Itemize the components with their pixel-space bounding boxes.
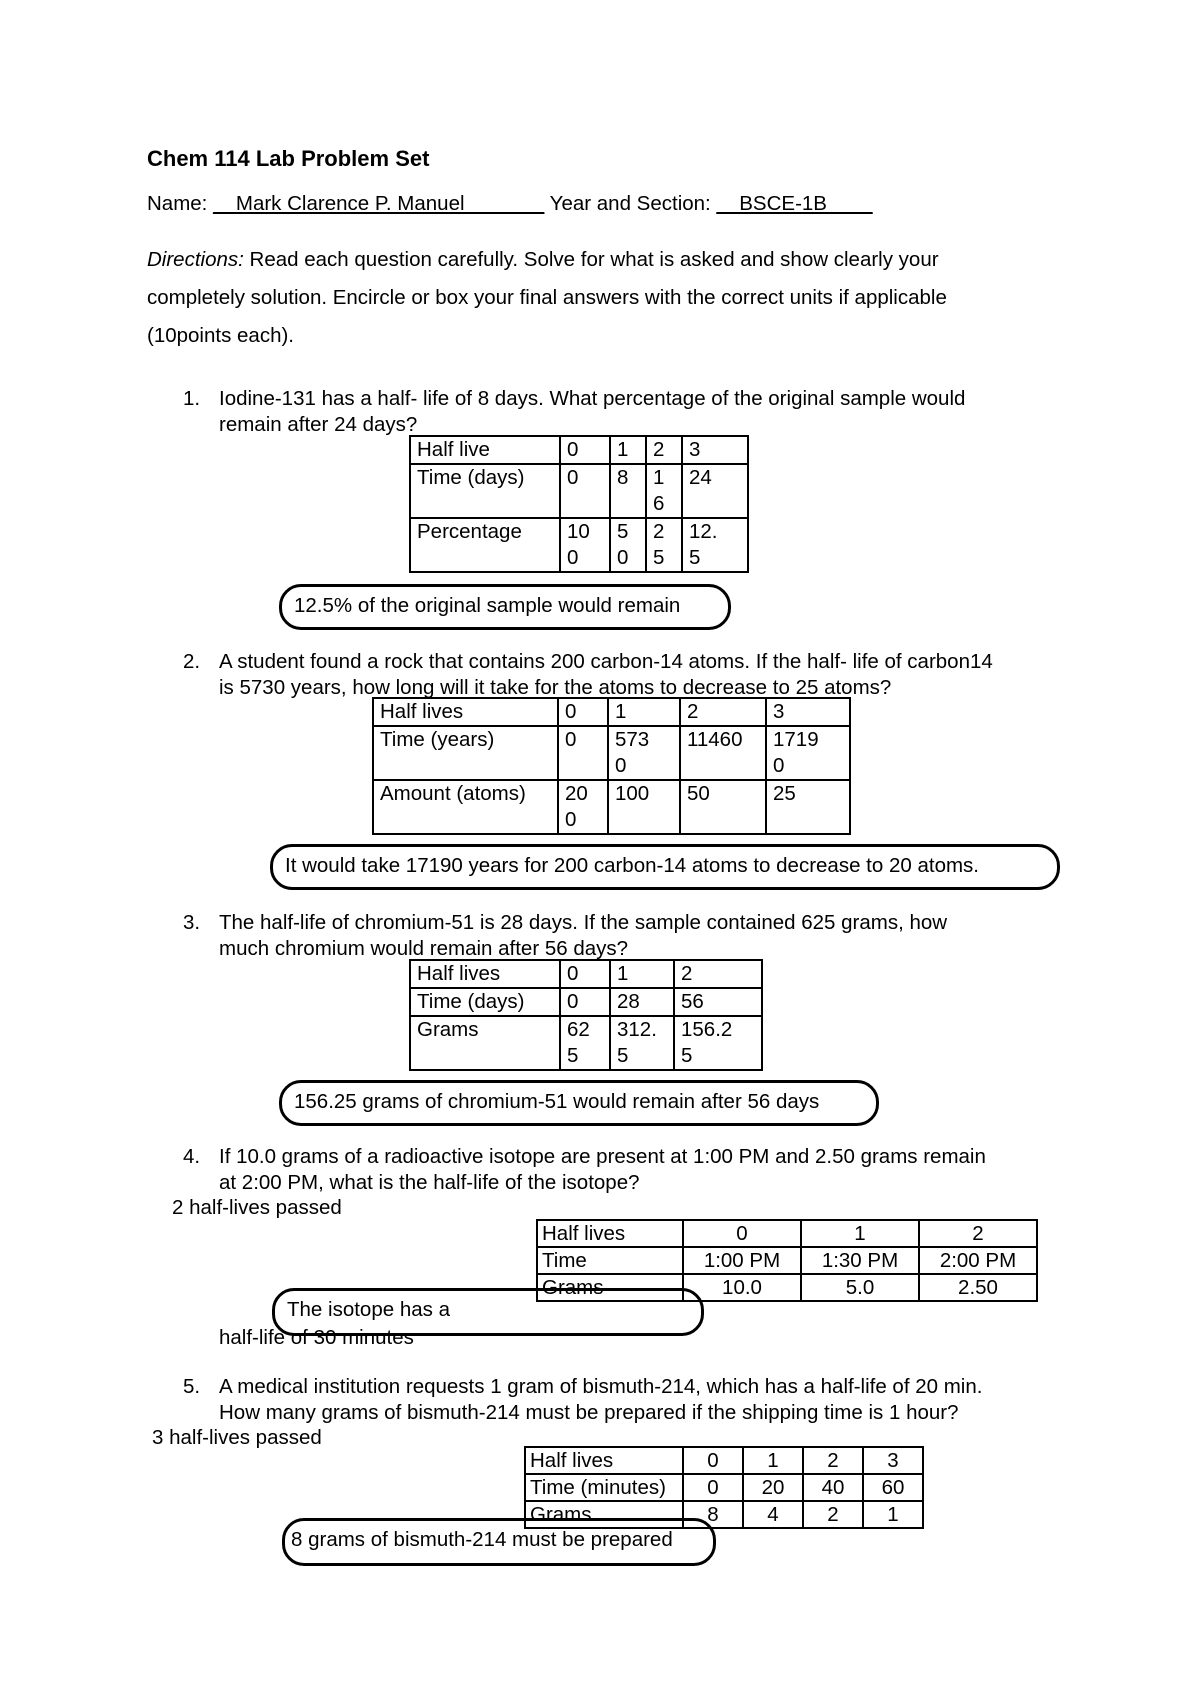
table-cell: 2	[680, 698, 766, 726]
table-cell: 4	[743, 1501, 803, 1528]
table-row	[410, 988, 762, 1016]
question-text-line-2: is 5730 years, how long will it take for the atoms to decrease to 25 atoms?	[219, 676, 892, 699]
half-life-table-2	[372, 697, 851, 835]
table-cell: 0	[558, 726, 608, 780]
table-cell: Half lives	[373, 698, 558, 726]
table-cell: 1 6	[646, 464, 682, 518]
table-cell: 11460	[680, 726, 766, 780]
section-label: Year and Section:	[544, 192, 717, 215]
table-cell: 0	[683, 1474, 743, 1501]
directions-line-1: Directions: Read each question carefully. Solve for what is asked and show clearly your	[147, 248, 939, 271]
question-text-line-1: If 10.0 grams of a radioactive isotope are present at 1:00 PM and 2.50 grams remain	[219, 1145, 986, 1168]
table-row	[410, 960, 762, 988]
table-cell: 1:00 PM	[683, 1247, 801, 1274]
question-text-line-1: A medical institution requests 1 gram of bismuth-214, which has a half-life of 20 min.	[219, 1375, 983, 1398]
table-row	[410, 464, 748, 518]
question-number: 4.	[183, 1145, 201, 1168]
table-cell: 3	[682, 436, 748, 464]
table-cell: 1	[743, 1447, 803, 1474]
question-text-line-2: much chromium would remain after 56 days?	[219, 937, 629, 960]
half-life-table-5	[524, 1446, 924, 1529]
table-cell: 312. 5	[610, 1016, 674, 1070]
table-row	[537, 1220, 1037, 1247]
page-title: Chem 114 Lab Problem Set	[147, 146, 430, 171]
table-cell: 8	[610, 464, 646, 518]
table-row	[373, 726, 850, 780]
table-cell: 0	[560, 464, 610, 518]
table-cell: Half lives	[525, 1447, 683, 1474]
table-cell: 62 5	[560, 1016, 610, 1070]
table-cell: Time (days)	[410, 988, 560, 1016]
table-cell: 56	[674, 988, 762, 1016]
name-value: __Mark Clarence P. Manuel_______	[213, 192, 545, 215]
table-cell: 50	[680, 780, 766, 834]
half-lives-note: 3 half-lives passed	[152, 1426, 322, 1449]
table-cell: 1	[801, 1220, 919, 1247]
question-text-line-1: A student found a rock that contains 200 carbon-14 atoms. If the half- life of carbon14	[219, 650, 993, 673]
table-cell: 60	[863, 1474, 923, 1501]
question-text-line-1: Iodine-131 has a half- life of 8 days. What percentage of the original sample would	[219, 387, 966, 410]
question-number: 3.	[183, 911, 201, 934]
table-cell: Grams	[410, 1016, 560, 1070]
table-cell: Half live	[410, 436, 560, 464]
half-life-table-3	[409, 959, 763, 1071]
table-cell: 25	[766, 780, 850, 834]
half-lives-note: 2 half-lives passed	[172, 1196, 342, 1219]
answer-oval-3: 156.25 grams of chromium-51 would remain after 56 days	[279, 1080, 879, 1126]
table-row	[373, 780, 850, 834]
table-cell: Amount (atoms)	[373, 780, 558, 834]
table-cell: Grams	[537, 1274, 683, 1301]
table-cell: 28	[610, 988, 674, 1016]
table-cell: 0	[560, 436, 610, 464]
table-row	[373, 698, 850, 726]
table-cell: 0	[560, 988, 610, 1016]
table-cell: 0	[560, 960, 610, 988]
name-line	[147, 192, 873, 216]
answer-oval-2: It would take 17190 years for 200 carbon-14 atoms to decrease to 20 atoms.	[270, 844, 1060, 890]
table-cell: Time (days)	[410, 464, 560, 518]
table-cell: 20	[743, 1474, 803, 1501]
table-cell: 2 5	[646, 518, 682, 572]
table-row	[410, 1016, 762, 1070]
table-cell: 3	[863, 1447, 923, 1474]
half-life-table-1	[409, 435, 749, 573]
table-cell: 2	[674, 960, 762, 988]
directions-line-3: (10points each).	[147, 324, 295, 347]
table-cell: Percentage	[410, 518, 560, 572]
table-row	[537, 1247, 1037, 1274]
table-cell: 2:00 PM	[919, 1247, 1037, 1274]
table-cell: 20 0	[558, 780, 608, 834]
table-cell: Half lives	[410, 960, 560, 988]
table-cell: 0	[683, 1447, 743, 1474]
table-cell: 1	[610, 436, 646, 464]
table-cell: 0	[683, 1220, 801, 1247]
table-cell: 10.0	[683, 1274, 801, 1301]
table-cell: 1:30 PM	[801, 1247, 919, 1274]
table-cell: 5 0	[610, 518, 646, 572]
table-cell: 3	[766, 698, 850, 726]
answer-text-line-1: The isotope has a	[287, 1298, 450, 1321]
table-cell: Time (years)	[373, 726, 558, 780]
table-row	[525, 1447, 923, 1474]
question-number: 1.	[183, 387, 201, 410]
table-cell: Grams	[525, 1501, 683, 1528]
table-cell: Time	[537, 1247, 683, 1274]
table-cell: 10 0	[560, 518, 610, 572]
table-cell: 2	[919, 1220, 1037, 1247]
question-text-line-2: How many grams of bismuth-214 must be prepared if the shipping time is 1 hour?	[219, 1401, 959, 1424]
question-text-line-2: remain after 24 days?	[219, 413, 418, 436]
directions-line-2: completely solution. Encircle or box your final answers with the correct units if applicable	[147, 286, 947, 309]
question-number: 5.	[183, 1375, 201, 1398]
table-cell: 2	[646, 436, 682, 464]
table-row	[410, 436, 748, 464]
table-cell: 2.50	[919, 1274, 1037, 1301]
table-cell: 1719 0	[766, 726, 850, 780]
question-number: 2.	[183, 650, 201, 673]
table-cell: 0	[558, 698, 608, 726]
table-cell: 2	[803, 1447, 863, 1474]
answer-oval-1: 12.5% of the original sample would remain	[279, 584, 731, 630]
answer-text-line-2: half-life of 30 minutes	[219, 1326, 414, 1349]
table-cell: 1	[608, 698, 680, 726]
table-cell: 8	[683, 1501, 743, 1528]
question-text-line-1: The half-life of chromium-51 is 28 days. If the sample contained 625 grams, how	[219, 911, 948, 934]
table-cell: 5.0	[801, 1274, 919, 1301]
table-cell: 156.2 5	[674, 1016, 762, 1070]
directions-label: Directions:	[147, 248, 244, 271]
name-label: Name:	[147, 192, 214, 215]
table-cell: 24	[682, 464, 748, 518]
table-cell: 40	[803, 1474, 863, 1501]
answer-oval-5: 8 grams of bismuth-214 must be prepared	[282, 1518, 716, 1566]
table-cell: Time (minutes)	[525, 1474, 683, 1501]
table-row	[410, 518, 748, 572]
table-cell: 2	[803, 1501, 863, 1528]
section-value: __BSCE-1B____	[716, 192, 873, 215]
table-row	[525, 1474, 923, 1501]
question-text-line-2: at 2:00 PM, what is the half-life of the isotope?	[219, 1171, 640, 1194]
table-cell: 573 0	[608, 726, 680, 780]
table-cell: 12. 5	[682, 518, 748, 572]
table-cell: 1	[863, 1501, 923, 1528]
table-cell: Half lives	[537, 1220, 683, 1247]
table-cell: 100	[608, 780, 680, 834]
table-cell: 1	[610, 960, 674, 988]
